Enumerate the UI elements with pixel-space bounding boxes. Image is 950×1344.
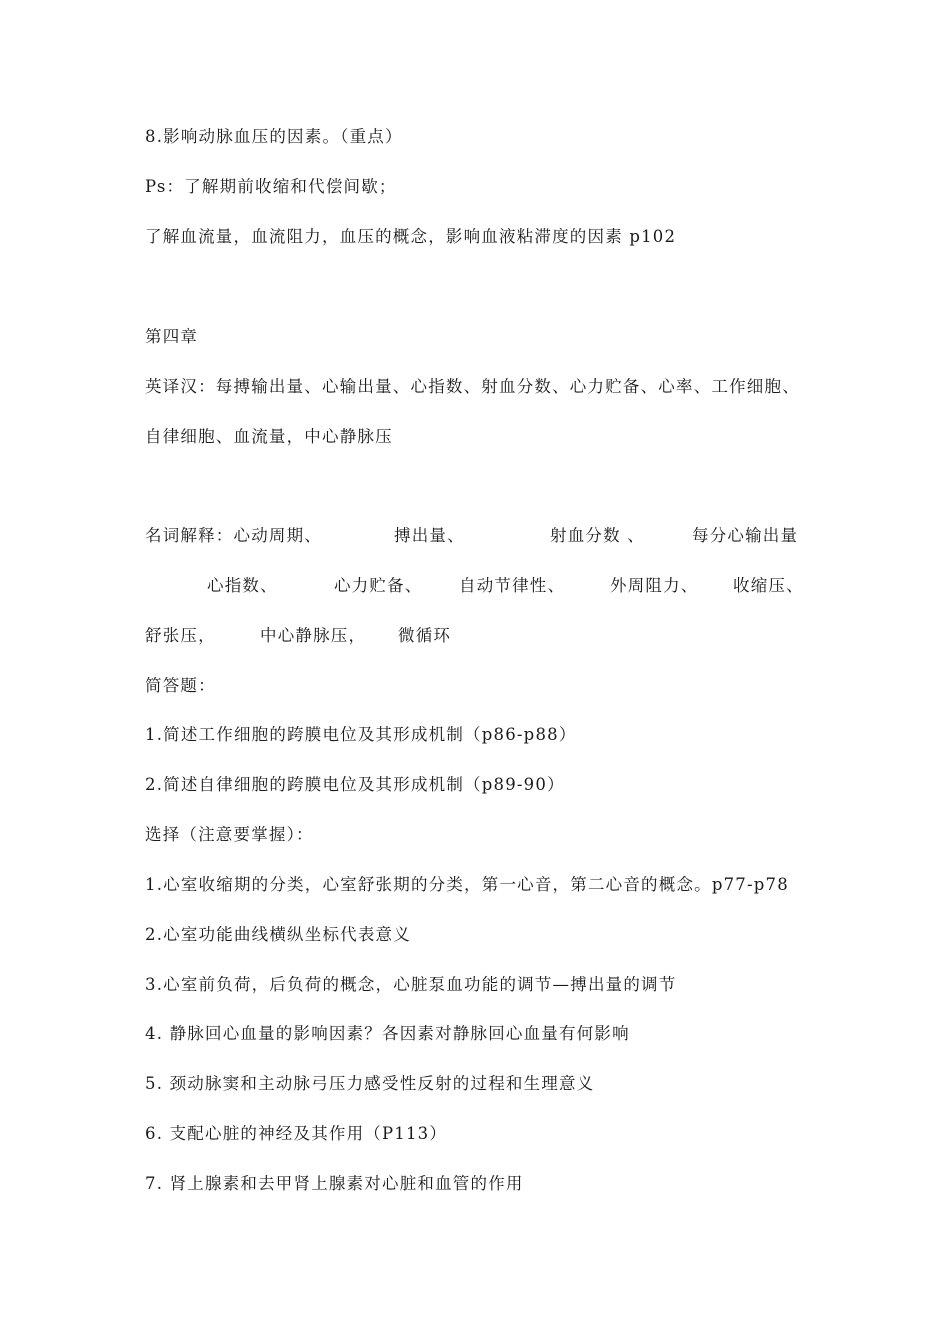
term-item: 中心静脉压， (260, 626, 367, 645)
chapter-heading: 第四章 (145, 327, 199, 346)
term-item: 名词解释：心动周期、 (145, 526, 322, 545)
term-item: 外周阻力、 (610, 576, 699, 595)
text-line-8-factors: 8.影响动脉血压的因素。（重点） (145, 127, 403, 146)
term-item: 自动节律性、 (459, 576, 566, 595)
term-item: 收缩压、 (733, 576, 804, 595)
terms-row-2 (0, 575, 950, 597)
question-item: 2.心室功能曲线横纵坐标代表意义 (145, 925, 411, 944)
term-item: 射血分数 、 (550, 526, 645, 545)
terms-row-3 (0, 625, 950, 647)
term-item: 搏出量、 (394, 526, 465, 545)
question-item: 4. 静脉回心血量的影响因素？各因素对静脉回心血量有何影响 (145, 1024, 630, 1043)
term-item: 舒张压， (145, 626, 216, 645)
question-item: 7. 肾上腺素和去甲肾上腺素对心脏和血管的作用 (145, 1174, 524, 1193)
question-item: 1.简述工作细胞的跨膜电位及其形成机制（p86-p88） (145, 725, 577, 744)
section-heading-short-answer: 简答题： (145, 676, 216, 695)
question-item: 1.心室收缩期的分类，心室舒张期的分类，第一心音，第二心音的概念。p77-p78 (145, 875, 789, 894)
text-line-translation: 英译汉：每搏输出量、心输出量、心指数、射血分数、心力贮备、心率、工作细胞、 (145, 377, 800, 396)
question-item: 2.简述自律细胞的跨膜电位及其形成机制（p89-90） (145, 775, 565, 794)
terms-row-1 (0, 525, 950, 547)
term-item: 微循环 (398, 626, 452, 645)
term-item: 心力贮备、 (334, 576, 423, 595)
term-item: 心指数、 (207, 576, 278, 595)
text-line-translation-cont: 自律细胞、血流量，中心静脉压 (145, 427, 393, 446)
section-heading-choice: 选择（注意要掌握）： (145, 825, 314, 844)
question-item: 5. 颈动脉窦和主动脉弓压力感受性反射的过程和生理意义 (145, 1074, 595, 1093)
question-item: 3.心室前负荷，后负荷的概念，心脏泵血功能的调节—搏出量的调节 (145, 975, 677, 994)
text-line-blood-flow: 了解血流量，血流阻力，血压的概念，影响血液粘滞度的因素 p102 (145, 227, 677, 246)
term-item: 每分心输出量 (692, 526, 799, 545)
text-line-ps: Ps：了解期前收缩和代偿间歇； (145, 177, 397, 196)
question-item: 6. 支配心脏的神经及其作用（P113） (145, 1124, 448, 1143)
